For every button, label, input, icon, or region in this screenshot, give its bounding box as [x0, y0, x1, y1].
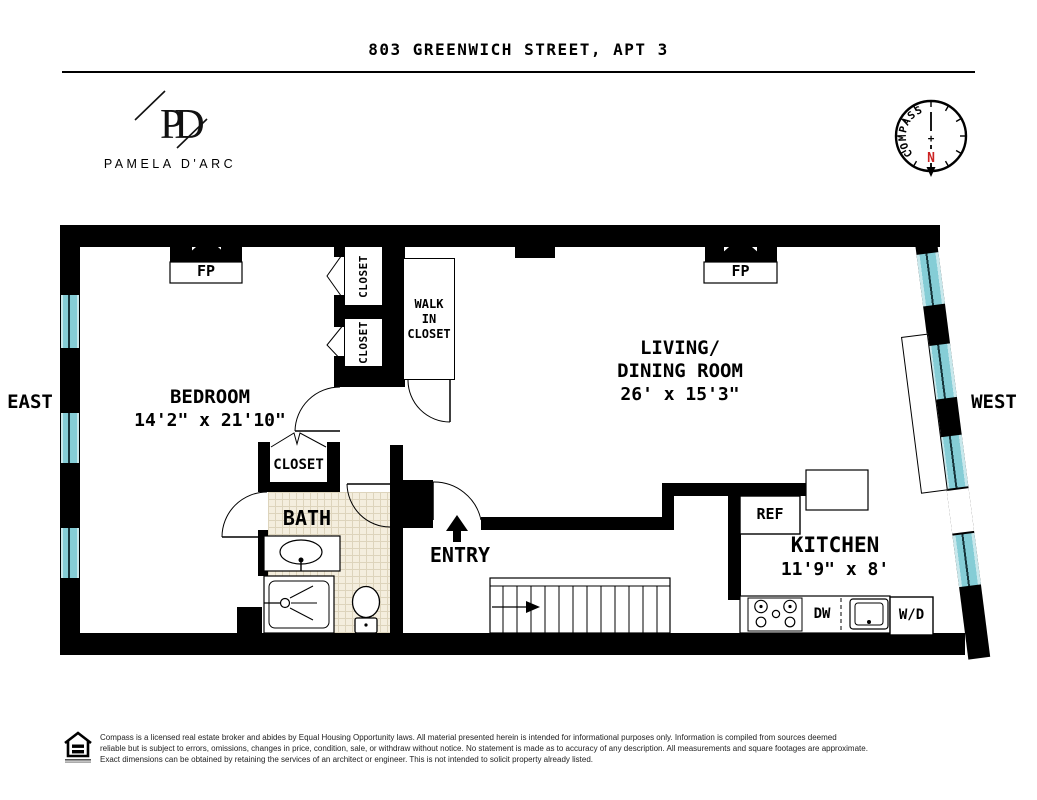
disclaimer-line-2: reliable but is subject to errors, omissions, changes in price, condition, sale, or withdraw without notice. No statement is made as to accuracy of any description. All measurements and square footages are approximate. — [100, 744, 868, 753]
bedroom-dimensions: 14'2" x 21'10" — [134, 410, 286, 431]
brand-name: PAMELA D'ARC — [103, 157, 237, 171]
living-dining-label — [590, 337, 770, 406]
bath-bedroom-door — [222, 492, 267, 537]
walk-in-closet-line1: WALK — [414, 296, 444, 311]
closet-middle-label: CLOSET — [357, 321, 370, 364]
walk-in-closet-line2: IN — [421, 311, 437, 326]
west-label: WEST — [971, 391, 1017, 413]
entry-label: ENTRY — [429, 543, 491, 567]
living-dimensions: 26' x 15'3" — [620, 384, 740, 405]
washer-dryer-label: W/D — [898, 607, 925, 623]
closet-middle-door-chevron — [327, 324, 344, 363]
walk-in-closet-door — [408, 380, 450, 422]
kitchen-peninsula — [806, 470, 868, 510]
east-label: EAST — [7, 391, 53, 413]
disclaimer-line-3: Exact dimensions can be obtained by retaining the services of an architect or engineer. This is not intended to solicit property already listed. — [100, 755, 594, 764]
living-line1: LIVING/ — [639, 337, 721, 359]
stairs — [490, 578, 670, 633]
toilet-icon — [353, 587, 380, 634]
bath-closet-label: CLOSET — [273, 456, 324, 473]
equal-housing-icon — [62, 730, 94, 764]
closet-top-door-chevron — [327, 252, 344, 300]
entry-arrow-icon — [446, 515, 468, 542]
dishwasher-label: DW — [813, 606, 831, 622]
compass-plus: + — [927, 132, 935, 145]
closet-top-label: CLOSET — [357, 254, 370, 298]
shower-icon — [264, 576, 334, 633]
plan-title: 803 GREENWICH STREET, APT 3 — [368, 40, 669, 59]
kitchen-label: KITCHEN — [790, 533, 880, 557]
fireplace-living-label: FP — [731, 262, 750, 280]
brand-monogram: PD — [160, 102, 196, 148]
north-indicator: N — [927, 151, 935, 166]
bedroom-label: BEDROOM — [169, 386, 251, 408]
living-line2: DINING ROOM — [617, 360, 743, 382]
bath-sink-icon — [264, 536, 340, 571]
bath-closet-door-chevron — [271, 433, 326, 447]
walk-in-closet-line3: CLOSET — [407, 326, 451, 341]
disclaimer-line-1: Compass is a licensed real estate broker and abides by Equal Housing Opportunity laws. All material presented herein is intended for informational purposes only. Information is compiled from sources deemed — [100, 733, 837, 742]
compass-label: COMPASS — [896, 103, 925, 160]
bath-hall-door — [347, 484, 390, 527]
entry-door — [433, 482, 481, 520]
fridge-label: REF — [756, 505, 784, 523]
bath-label: BATH — [282, 506, 332, 530]
fireplace-bedroom-label: FP — [196, 262, 216, 280]
kitchen-dimensions: 11'9" x 8' — [780, 559, 890, 580]
disclaimer — [100, 732, 960, 765]
